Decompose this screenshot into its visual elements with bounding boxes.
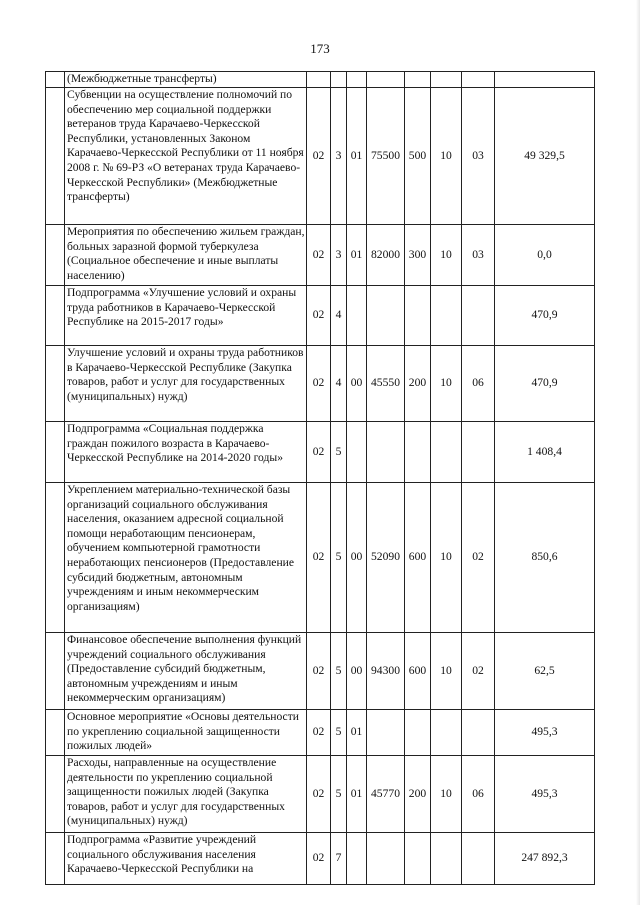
direction-code-cell bbox=[367, 422, 405, 483]
subprogram-code-cell: 5 bbox=[331, 710, 347, 756]
amount-cell: 62,5 bbox=[495, 633, 595, 710]
section-code-cell bbox=[431, 72, 462, 88]
row-number-cell bbox=[46, 286, 65, 346]
activity-code-cell bbox=[347, 833, 367, 885]
section-code-cell: 10 bbox=[431, 88, 462, 225]
expense-type-cell: 600 bbox=[405, 483, 431, 633]
section-code-cell bbox=[431, 422, 462, 483]
activity-code-cell: 01 bbox=[347, 225, 367, 286]
row-number-cell bbox=[46, 346, 65, 422]
table-row bbox=[46, 756, 595, 833]
activity-code-cell: 01 bbox=[347, 710, 367, 756]
table-row bbox=[46, 72, 595, 88]
subprogram-code-cell: 7 bbox=[331, 833, 347, 885]
item-name-cell: Основное мероприятие «Основы деятельности по укреплению социальной защищенности пожилых людей» bbox=[65, 710, 307, 756]
ministry-code-cell: 02 bbox=[307, 346, 331, 422]
activity-code-cell bbox=[347, 422, 367, 483]
item-name-cell: Подпрограмма «Улучшение условий и охраны труда работников в Карачаево-Черкесской Республике на 2015-2017 годы» bbox=[65, 286, 307, 346]
amount-cell bbox=[495, 72, 595, 88]
item-name-cell: Расходы, направленные на осуществление деятельности по укреплению социальной защищенности пожилых людей (Закупка товаров, работ и услуг для государственных (муниципальных) нужд) bbox=[65, 756, 307, 833]
subprogram-code-cell: 4 bbox=[331, 346, 347, 422]
direction-code-cell: 82000 bbox=[367, 225, 405, 286]
item-name-cell: Улучшение условий и охраны труда работников в Карачаево-Черкесской Республике (Закупка товаров, работ и услуг для государственных (муниципальных) нужд) bbox=[65, 346, 307, 422]
subsection-code-cell bbox=[462, 422, 495, 483]
ministry-code-cell: 02 bbox=[307, 833, 331, 885]
activity-code-cell: 01 bbox=[347, 756, 367, 833]
table-row bbox=[46, 346, 595, 422]
expense-type-cell: 200 bbox=[405, 346, 431, 422]
subprogram-code-cell: 5 bbox=[331, 633, 347, 710]
amount-cell: 470,9 bbox=[495, 286, 595, 346]
subsection-code-cell: 02 bbox=[462, 483, 495, 633]
item-name-cell: Субвенции на осуществление полномочий по обеспечению мер социальной поддержки ветеранов труда Карачаево-Черкесской Республики, установленных Законом Карачаево-Черкесской Республики от 11 ноября 2008 г. № 69-РЗ «О ветеранах труда Карачаево-Черкесской Республики» (Межбюджетные трансферты) bbox=[65, 88, 307, 225]
direction-code-cell: 94300 bbox=[367, 633, 405, 710]
table-row bbox=[46, 422, 595, 483]
amount-cell: 1 408,4 bbox=[495, 422, 595, 483]
ministry-code-cell: 02 bbox=[307, 756, 331, 833]
ministry-code-cell: 02 bbox=[307, 286, 331, 346]
amount-cell: 470,9 bbox=[495, 346, 595, 422]
direction-code-cell bbox=[367, 833, 405, 885]
subprogram-code-cell: 5 bbox=[331, 756, 347, 833]
section-code-cell bbox=[431, 286, 462, 346]
table-row bbox=[46, 286, 595, 346]
activity-code-cell: 00 bbox=[347, 483, 367, 633]
direction-code-cell bbox=[367, 286, 405, 346]
item-name-cell: (Межбюджетные трансферты) bbox=[65, 72, 307, 88]
subprogram-code-cell: 5 bbox=[331, 422, 347, 483]
direction-code-cell: 45770 bbox=[367, 756, 405, 833]
section-code-cell: 10 bbox=[431, 225, 462, 286]
row-number-cell bbox=[46, 483, 65, 633]
ministry-code-cell: 02 bbox=[307, 88, 331, 225]
row-number-cell bbox=[46, 833, 65, 885]
direction-code-cell bbox=[367, 72, 405, 88]
amount-cell: 0,0 bbox=[495, 225, 595, 286]
expense-type-cell: 600 bbox=[405, 633, 431, 710]
item-name-cell: Финансовое обеспечение выполнения функций учреждений социального обслуживания (Предоставление субсидий бюджетным, автономным учреждениям и иным некоммерческим организациям) bbox=[65, 633, 307, 710]
table-row bbox=[46, 225, 595, 286]
expense-type-cell: 500 bbox=[405, 88, 431, 225]
subsection-code-cell: 06 bbox=[462, 756, 495, 833]
expense-type-cell bbox=[405, 286, 431, 346]
page-number: 173 bbox=[310, 41, 330, 56]
table-row bbox=[46, 88, 595, 225]
section-code-cell: 10 bbox=[431, 633, 462, 710]
item-name-cell: Подпрограмма «Развитие учреждений социального обслуживания населения Карачаево-Черкесской Республики на bbox=[65, 833, 307, 885]
subprogram-code-cell: 4 bbox=[331, 286, 347, 346]
activity-code-cell: 00 bbox=[347, 633, 367, 710]
direction-code-cell: 52090 bbox=[367, 483, 405, 633]
row-number-cell bbox=[46, 710, 65, 756]
budget-table bbox=[45, 71, 595, 885]
table-row bbox=[46, 710, 595, 756]
expense-type-cell: 300 bbox=[405, 225, 431, 286]
subprogram-code-cell bbox=[331, 72, 347, 88]
subsection-code-cell: 03 bbox=[462, 88, 495, 225]
scan-edge bbox=[636, 0, 640, 905]
item-name-cell: Мероприятия по обеспечению жильем граждан, больных заразной формой туберкулеза (Социальное обеспечение и иные выплаты населению) bbox=[65, 225, 307, 286]
direction-code-cell: 75500 bbox=[367, 88, 405, 225]
activity-code-cell bbox=[347, 72, 367, 88]
expense-type-cell bbox=[405, 422, 431, 483]
subsection-code-cell: 02 bbox=[462, 633, 495, 710]
row-number-cell bbox=[46, 225, 65, 286]
activity-code-cell: 01 bbox=[347, 88, 367, 225]
section-code-cell: 10 bbox=[431, 756, 462, 833]
subsection-code-cell: 03 bbox=[462, 225, 495, 286]
subsection-code-cell bbox=[462, 833, 495, 885]
item-name-cell: Укреплением материально-технической базы организаций социального обслуживания населения, оказанием адресной социальной помощи неработающим пенсионерам, обучением компьютерной грамотности неработающих пенсионеров (Предоставление субсидий бюджетным, автономным учреждениям и иным некоммерческим организациям) bbox=[65, 483, 307, 633]
ministry-code-cell: 02 bbox=[307, 710, 331, 756]
direction-code-cell bbox=[367, 710, 405, 756]
ministry-code-cell: 02 bbox=[307, 483, 331, 633]
row-number-cell bbox=[46, 756, 65, 833]
item-name-cell: Подпрограмма «Социальная поддержка граждан пожилого возраста в Карачаево-Черкесской Республике на 2014-2020 годы» bbox=[65, 422, 307, 483]
row-number-cell bbox=[46, 633, 65, 710]
row-number-cell bbox=[46, 88, 65, 225]
amount-cell: 247 892,3 bbox=[495, 833, 595, 885]
table-row bbox=[46, 483, 595, 633]
expense-type-cell bbox=[405, 710, 431, 756]
amount-cell: 495,3 bbox=[495, 710, 595, 756]
activity-code-cell: 00 bbox=[347, 346, 367, 422]
budget-table-body bbox=[46, 72, 595, 885]
row-number-cell bbox=[46, 72, 65, 88]
subsection-code-cell bbox=[462, 710, 495, 756]
subprogram-code-cell: 3 bbox=[331, 225, 347, 286]
ministry-code-cell: 02 bbox=[307, 225, 331, 286]
subprogram-code-cell: 5 bbox=[331, 483, 347, 633]
ministry-code-cell: 02 bbox=[307, 633, 331, 710]
activity-code-cell bbox=[347, 286, 367, 346]
section-code-cell bbox=[431, 833, 462, 885]
expense-type-cell: 200 bbox=[405, 756, 431, 833]
subsection-code-cell: 06 bbox=[462, 346, 495, 422]
table-row bbox=[46, 633, 595, 710]
ministry-code-cell: 02 bbox=[307, 422, 331, 483]
ministry-code-cell bbox=[307, 72, 331, 88]
table-row bbox=[46, 833, 595, 885]
subprogram-code-cell: 3 bbox=[331, 88, 347, 225]
expense-type-cell bbox=[405, 72, 431, 88]
row-number-cell bbox=[46, 422, 65, 483]
section-code-cell: 10 bbox=[431, 483, 462, 633]
direction-code-cell: 45550 bbox=[367, 346, 405, 422]
amount-cell: 49 329,5 bbox=[495, 88, 595, 225]
section-code-cell bbox=[431, 710, 462, 756]
expense-type-cell bbox=[405, 833, 431, 885]
subsection-code-cell bbox=[462, 286, 495, 346]
subsection-code-cell bbox=[462, 72, 495, 88]
amount-cell: 495,3 bbox=[495, 756, 595, 833]
section-code-cell: 10 bbox=[431, 346, 462, 422]
amount-cell: 850,6 bbox=[495, 483, 595, 633]
